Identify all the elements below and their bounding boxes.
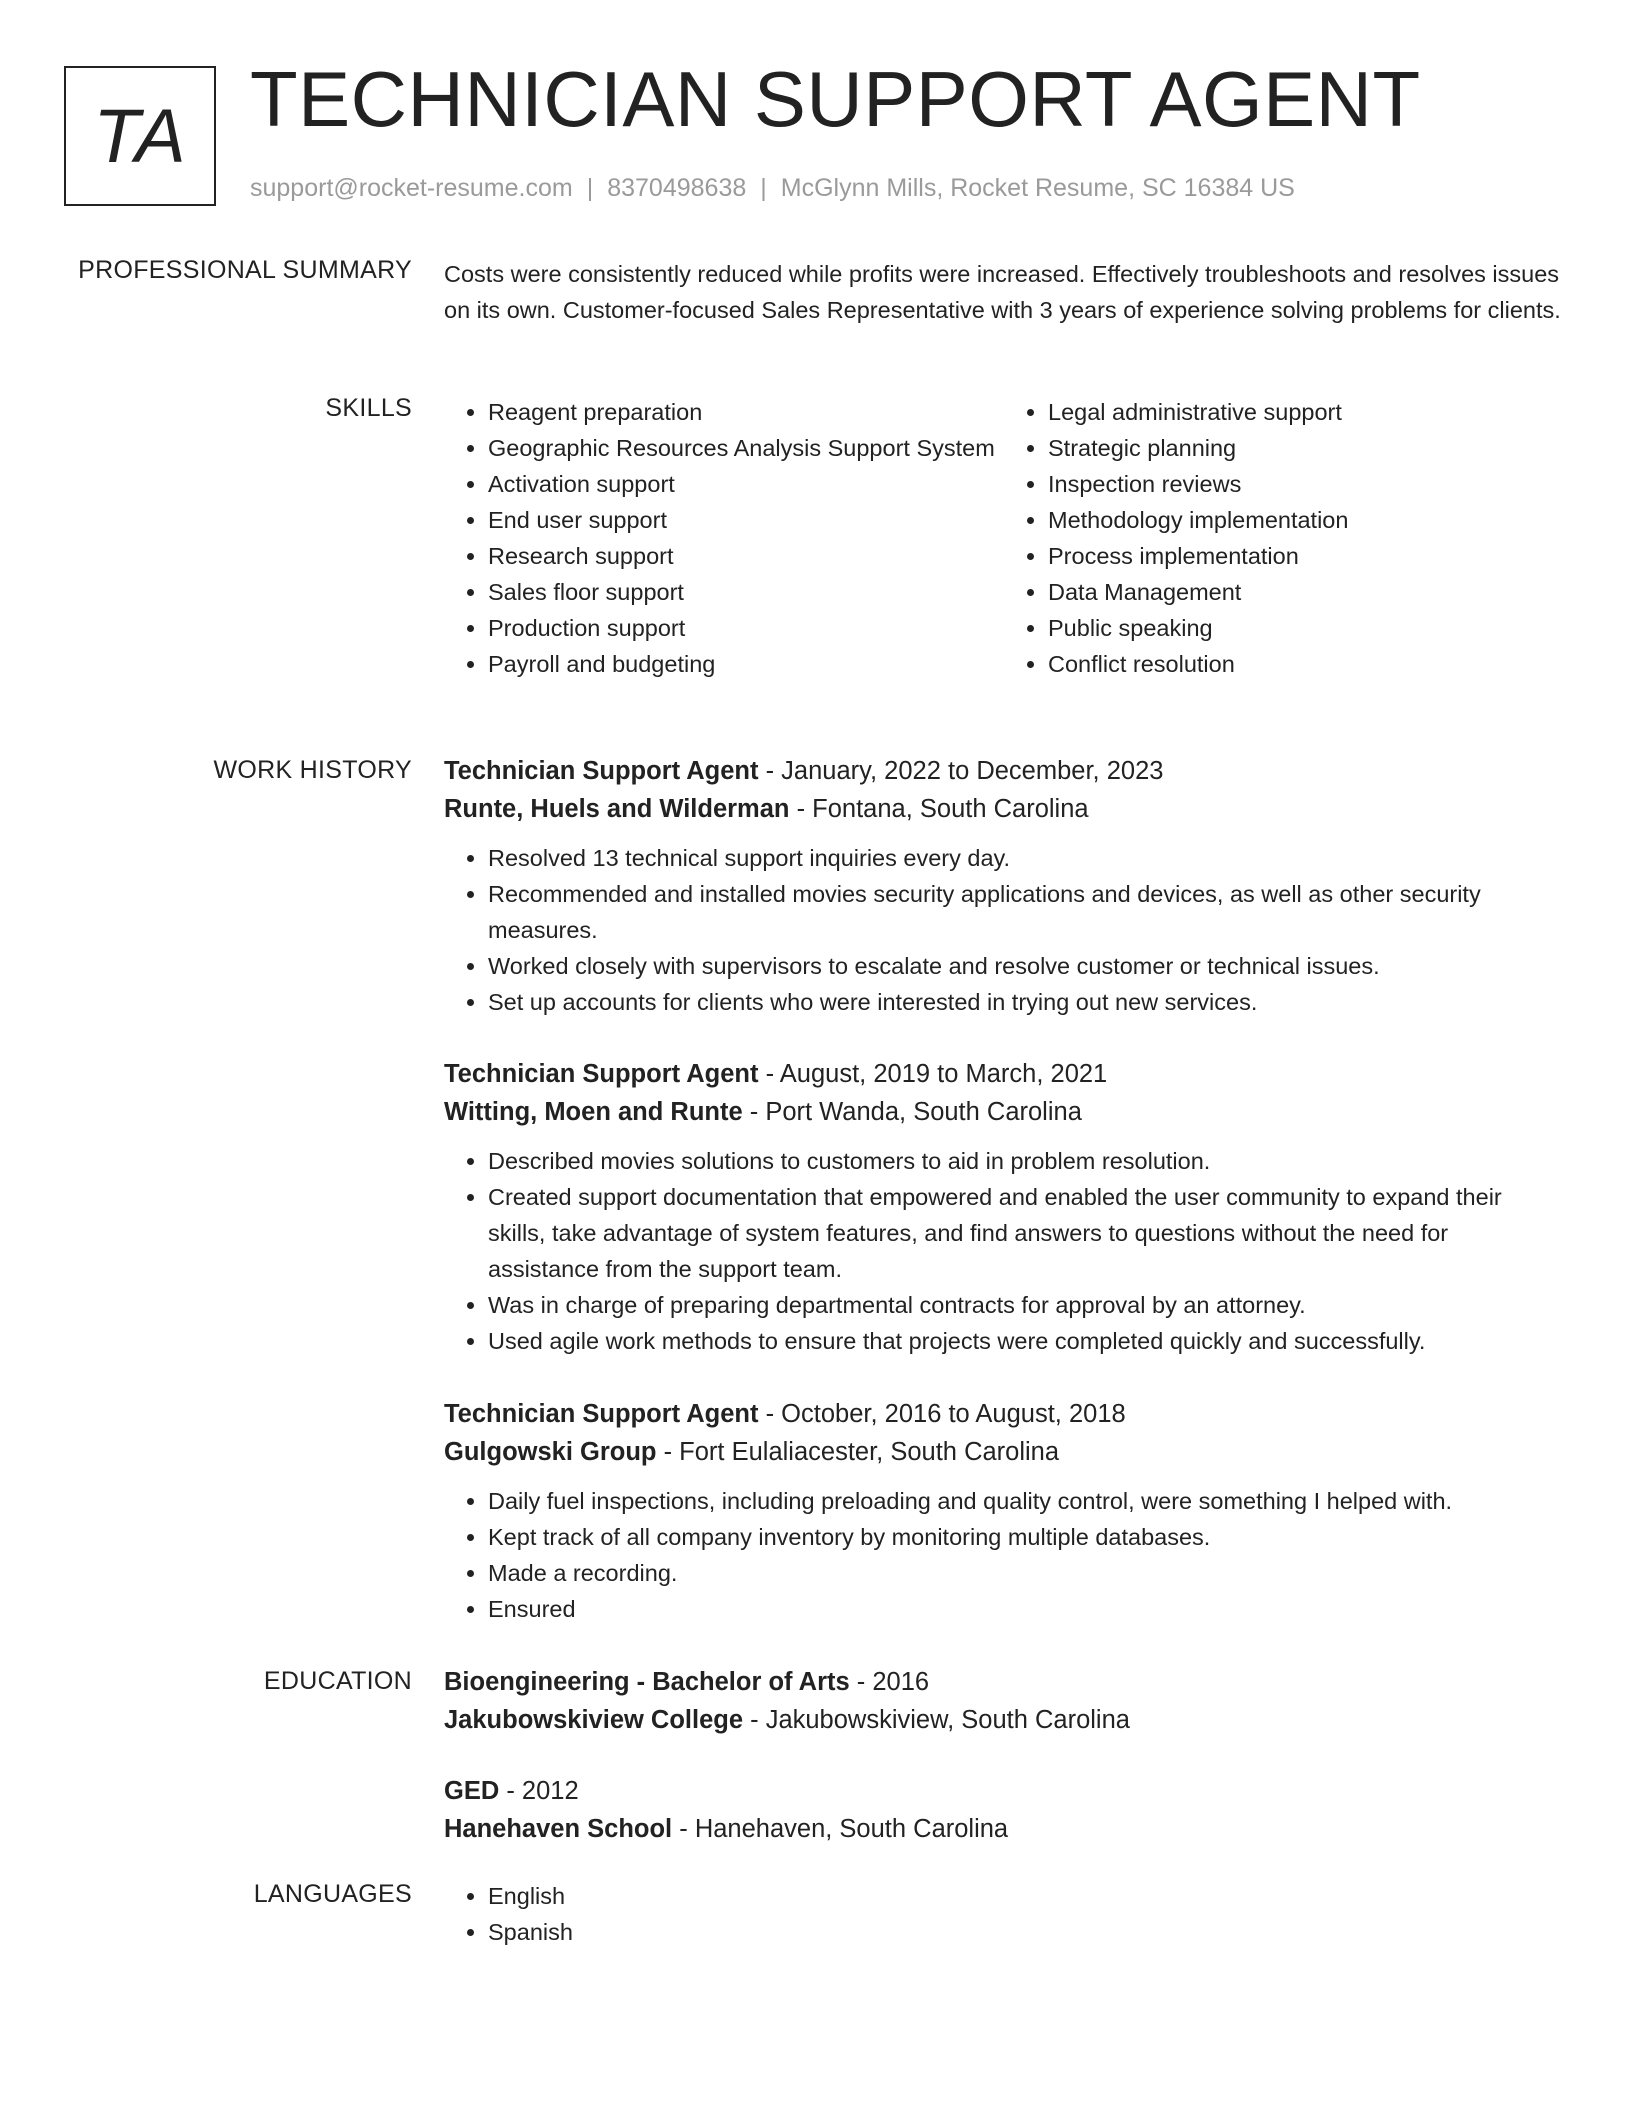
education-year: - 2016 [849, 1668, 930, 1696]
job-dates: - January, 2022 to December, 2023 [758, 757, 1164, 785]
monogram: TA [64, 66, 216, 206]
job-bullet: • Worked closely with supervisors to escalate and resolve customer or technical issues. [488, 948, 1564, 984]
skill-item: • Legal administrative support [1048, 394, 1564, 430]
language-item: • Spanish [488, 1914, 1564, 1950]
languages-list [444, 1878, 1564, 1950]
job-location: - Fort Eulaliacester, South Carolina [656, 1438, 1060, 1466]
job-title: Technician Support Agent [444, 757, 759, 785]
job-bullet: • Set up accounts for clients who were interested in trying out new services. [488, 984, 1564, 1020]
job-company: Gulgowski Group [444, 1438, 657, 1466]
education-degree: Bioengineering - Bachelor of Arts [444, 1668, 850, 1696]
job-bullet: • Described movies solutions to customers to aid in problem resolution. [488, 1143, 1564, 1179]
education-school: Jakubowskiview College [444, 1706, 744, 1734]
job-company: Runte, Huels and Wilderman [444, 795, 790, 823]
work-history-label: WORK HISTORY [213, 756, 412, 784]
job-bullet: • Resolved 13 technical support inquiries every day. [488, 840, 1564, 876]
skill-item: • Conflict resolution [1048, 646, 1564, 682]
job-bullet: • Ensured [488, 1591, 1564, 1627]
job-company-line [444, 1433, 1564, 1471]
contact-address: McGlynn Mills, Rocket Resume, SC 16384 US [780, 174, 1295, 202]
job-title: Technician Support Agent [444, 1060, 759, 1088]
job-bullet: • Daily fuel inspections, including preloading and quality control, were something I helped with. [488, 1483, 1564, 1519]
job-bullets [444, 840, 1564, 1020]
summary-label: PROFESSIONAL SUMMARY [78, 256, 412, 284]
job-title: Technician Support Agent [444, 1400, 759, 1428]
education-location: - Hanehaven, South Carolina [672, 1815, 1009, 1843]
contact-email[interactable]: support@rocket-resume.com [250, 174, 573, 202]
skill-item: • Activation support [488, 466, 1004, 502]
language-item: • English [488, 1878, 1564, 1914]
job-bullet: • Created support documentation that empowered and enabled the user community to expand their skills, take advantage of system features, and find answers to questions without the need for assistance from the support team. [488, 1179, 1564, 1287]
skill-item: • Strategic planning [1048, 430, 1564, 466]
job-entry [444, 1055, 1564, 1359]
job-title-line [444, 752, 1564, 790]
skills-list-left [444, 394, 1004, 682]
job-company-line [444, 1093, 1564, 1131]
summary-text: Costs were consistently reduced while profits were increased. Effectively troubleshoots and resolves issues on its own. Customer-focused Sales Representative with 3 years of experience solving problems for clients. [444, 261, 1561, 323]
job-dates: - August, 2019 to March, 2021 [758, 1060, 1108, 1088]
education-degree-line [444, 1663, 1564, 1701]
education-label: EDUCATION [263, 1667, 412, 1695]
skills-list-right [1004, 394, 1564, 682]
resume-title: TECHNICIAN SUPPORT AGENT [250, 55, 1421, 143]
skill-item: • Process implementation [1048, 538, 1564, 574]
job-title-line [444, 1395, 1564, 1433]
skill-item: • Payroll and budgeting [488, 646, 1004, 682]
education-entry [444, 1772, 1564, 1848]
job-company: Witting, Moen and Runte [444, 1098, 743, 1126]
education-entry [444, 1663, 1564, 1739]
education-degree: GED [444, 1777, 500, 1805]
skill-item: • Sales floor support [488, 574, 1004, 610]
job-bullet: • Was in charge of preparing departmental contracts for approval by an attorney. [488, 1287, 1564, 1323]
education-year: - 2012 [499, 1777, 579, 1805]
skill-item: • Data Management [1048, 574, 1564, 610]
job-company-line [444, 790, 1564, 828]
job-bullets [444, 1483, 1564, 1627]
contact-line [250, 174, 1295, 203]
education-school-line [444, 1701, 1564, 1739]
education-school: Hanehaven School [444, 1815, 673, 1843]
skill-item: • Public speaking [1048, 610, 1564, 646]
job-entry [444, 1395, 1564, 1627]
skill-item: • Methodology implementation [1048, 502, 1564, 538]
languages-label: LANGUAGES [253, 1880, 412, 1908]
skill-item: • End user support [488, 502, 1004, 538]
education-school-line [444, 1810, 1564, 1848]
skill-item: • Geographic Resources Analysis Support System [488, 430, 1004, 466]
skills-section [444, 394, 1564, 682]
job-bullet: • Kept track of all company inventory by monitoring multiple databases. [488, 1519, 1564, 1555]
job-bullet: • Made a recording. [488, 1555, 1564, 1591]
skill-item: • Research support [488, 538, 1004, 574]
education-location: - Jakubowskiview, South Carolina [743, 1706, 1130, 1734]
education-degree-line [444, 1772, 1564, 1810]
skill-item: • Reagent preparation [488, 394, 1004, 430]
job-location: - Port Wanda, South Carolina [742, 1098, 1082, 1126]
job-location: - Fontana, South Carolina [789, 795, 1089, 823]
languages-section [444, 1878, 1564, 1950]
contact-separator: | [760, 174, 767, 202]
skill-item: • Production support [488, 610, 1004, 646]
job-bullets [444, 1143, 1564, 1359]
job-bullet: • Recommended and installed movies security applications and devices, as well as other security measures. [488, 876, 1564, 948]
job-title-line [444, 1055, 1564, 1093]
job-bullet: • Used agile work methods to ensure that projects were completed quickly and successfully. [488, 1323, 1564, 1359]
contact-phone[interactable]: 8370498638 [607, 174, 747, 202]
skills-label: SKILLS [325, 394, 412, 422]
job-entry [444, 752, 1564, 1020]
contact-separator: | [586, 174, 594, 202]
job-dates: - October, 2016 to August, 2018 [758, 1400, 1126, 1428]
skill-item: • Inspection reviews [1048, 466, 1564, 502]
